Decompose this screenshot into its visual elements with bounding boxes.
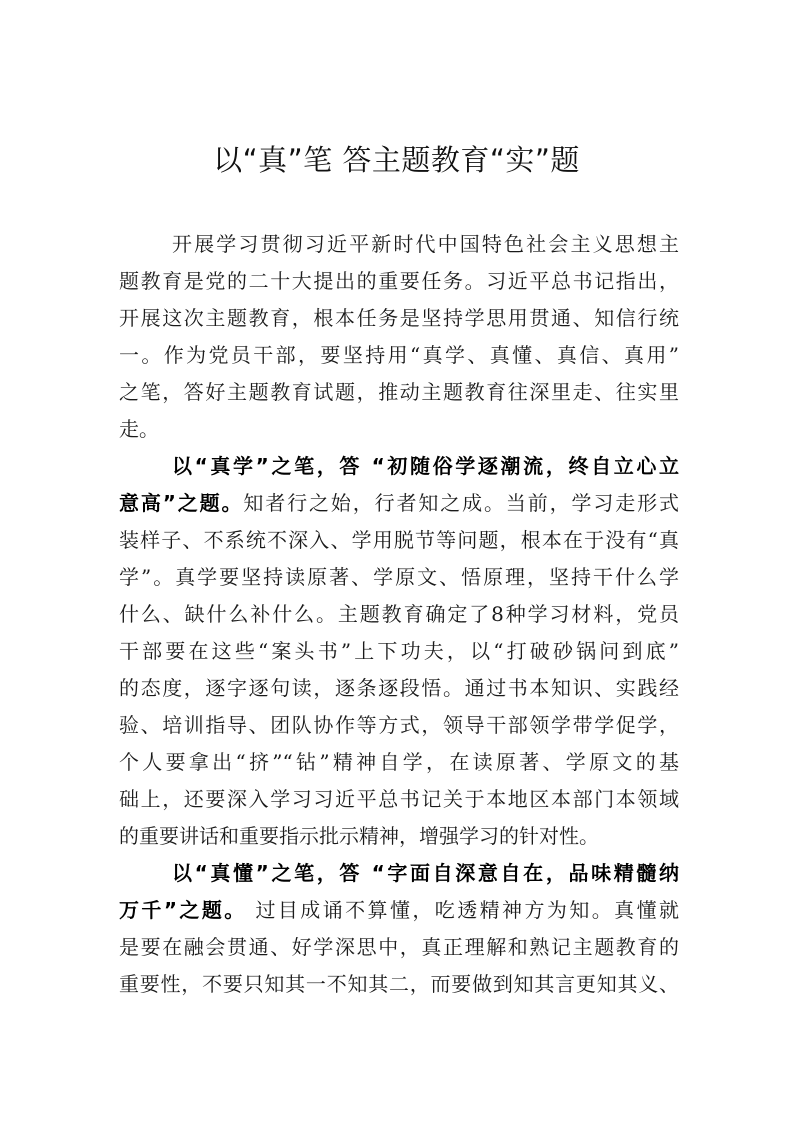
text-line: 之笔，答好主题教育试题，推动主题教育往深里走、往实里 <box>119 380 679 404</box>
text-line: 一。作为党员干部，要坚持用“真学、真懂、真信、真用” <box>119 343 679 367</box>
document-body <box>119 226 679 1003</box>
section-heading-end: 意高”之题。 <box>119 491 244 515</box>
document-title: 以“真”笔 答主题教育“实”题 <box>213 143 580 177</box>
text-line: 是要在融会贯通、好学深思中，真正理解和熟记主题教育的 <box>119 935 679 959</box>
text-line: 开展学习贯彻习近平新时代中国特色社会主义思想主 <box>172 232 679 256</box>
text-line: 走。 <box>119 417 159 441</box>
text-line: 的态度，逐字逐句读，逐条逐段悟。通过书本知识、实践经 <box>119 676 679 700</box>
text-line: 学”。真学要坚持读原著、学原文、悟原理，坚持干什么学 <box>119 565 679 589</box>
text-line: 重要性，不要只知其一不知其二，而要做到知其言更知其义、 <box>119 972 679 996</box>
text-line: 开展这次主题教育，根本任务是坚持学思用贯通、知信行统 <box>119 306 679 330</box>
paragraph-true-study <box>119 448 679 855</box>
text-fragment: 知者行之始，行者知之成。当前，学习走形式 <box>243 491 679 515</box>
text-line: 装样子、不系统不深入、学用脱节等问题，根本在于没有“真 <box>119 528 679 552</box>
section-heading-end: 万千”之题。 <box>119 898 247 922</box>
text-line: 干部要在这些“案头书”上下功夫，以“打破砂锅问到底” <box>119 639 679 663</box>
text-line: 验、培训指导、团队协作等方式，领导干部领学带学促学， <box>119 713 679 737</box>
text-line <box>119 485 679 522</box>
section-heading: 以“真懂”之笔，答 “字面自深意自在，品味精髓纳 <box>172 861 679 885</box>
text-line: 什么、缺什么补什么。主题教育确定了8种学习材料，党员 <box>119 602 679 626</box>
section-heading: 以“真学”之笔，答 “初随俗学逐潮流，终自立心立 <box>172 454 679 478</box>
text-line: 个人要拿出“挤”“钻”精神自学，在读原著、学原文的基 <box>119 750 679 774</box>
paragraph-true-understanding <box>119 855 679 1003</box>
text-line: 础上，还要深入学习习近平总书记关于本地区本部门本领域 <box>119 787 679 811</box>
text-fragment: 过目成诵不算懂，吃透精神方为知。真懂就 <box>246 898 679 922</box>
text-line: 的重要讲话和重要指示批示精神，增强学习的针对性。 <box>119 824 599 848</box>
paragraph-intro <box>119 226 679 448</box>
text-line: 题教育是党的二十大提出的重要任务。习近平总书记指出， <box>119 269 679 293</box>
text-line <box>119 892 679 929</box>
